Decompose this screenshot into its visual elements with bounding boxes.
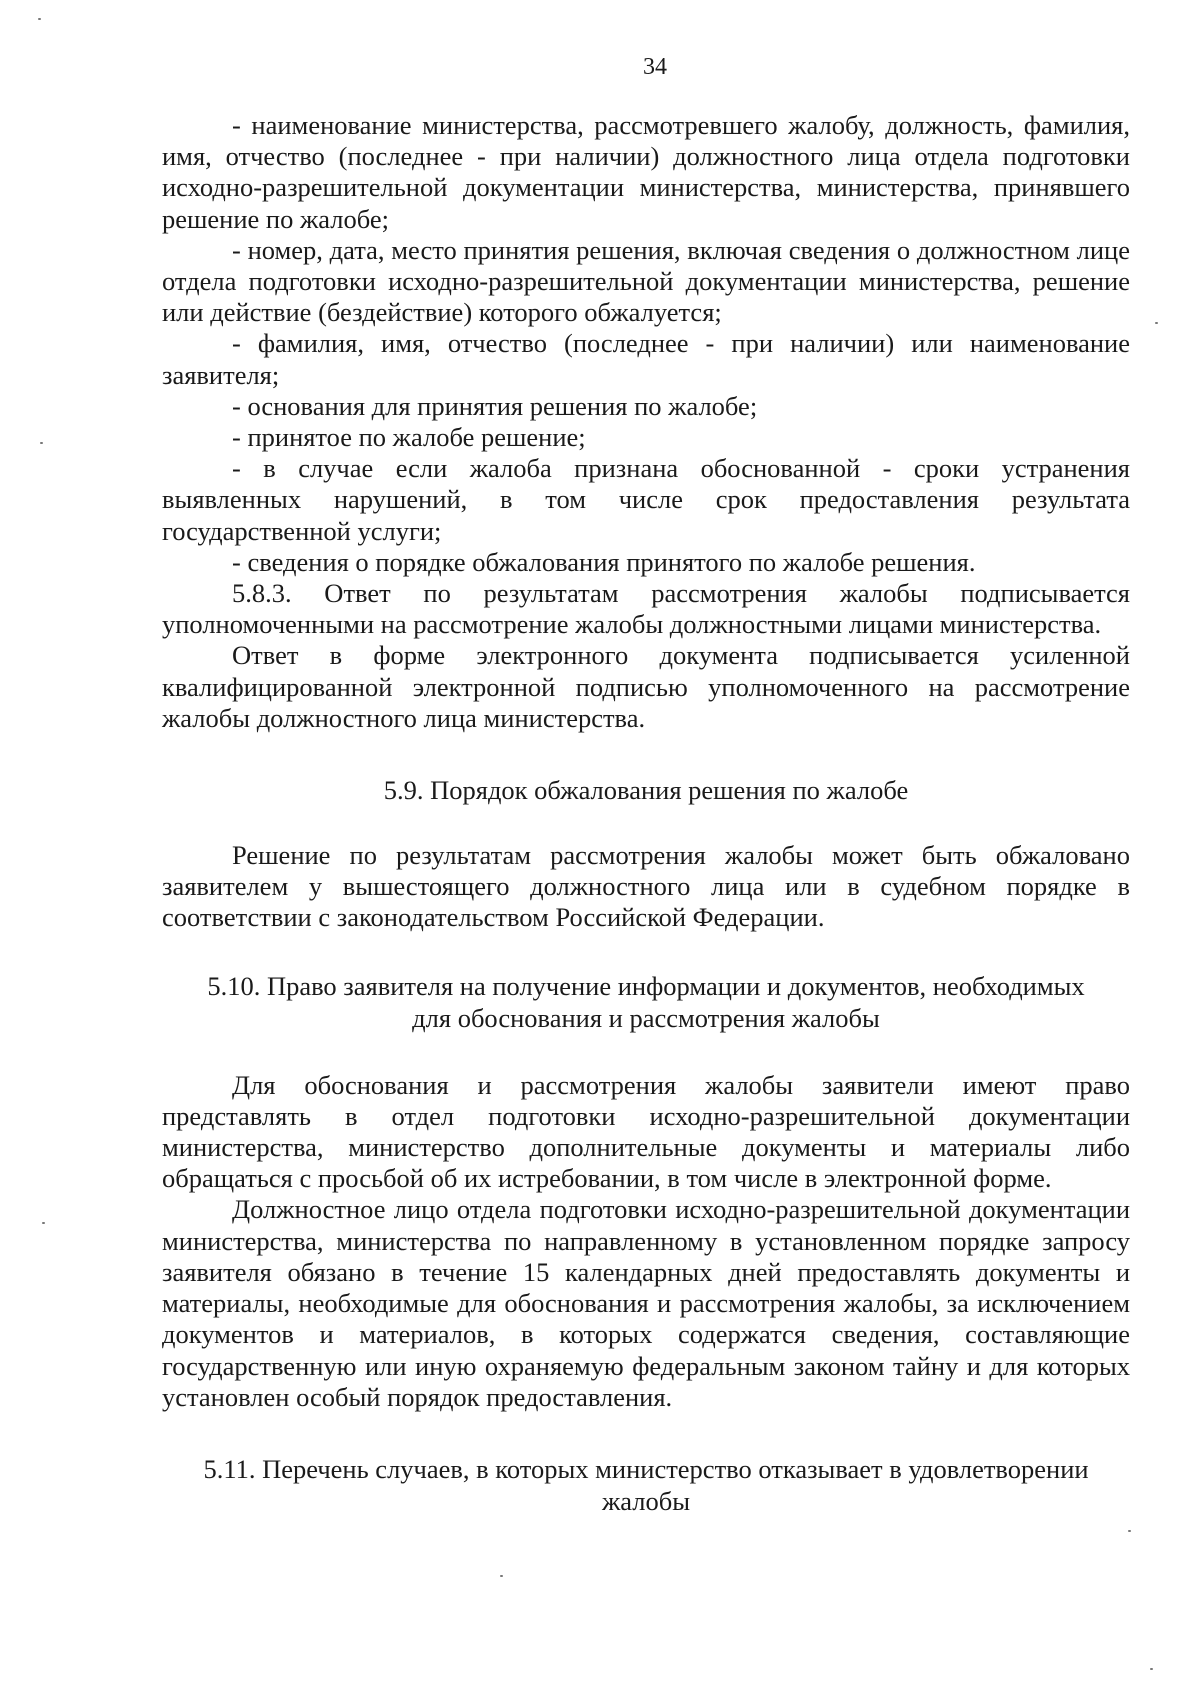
list-item-appeal-procedure: - сведения о порядке обжалования принятого по жалобе решения. — [232, 546, 976, 577]
list-item-violation-deadlines: - в случае если жалоба признана обоснованной - сроки устранения выявленных нарушений, в том числе срок предоставления результата государственной услуги; — [162, 453, 1130, 546]
section-heading-5-9: 5.9. Порядок обжалования решения по жалобе — [383, 775, 909, 806]
section-heading-5-11 — [162, 1453, 1130, 1517]
page-number: 34 — [643, 54, 667, 80]
section-heading-5-11-line1: 5.11. Перечень случаев, в которых министерство отказывает в удовлетворении — [203, 1453, 1089, 1484]
paragraph-5-9-appeal: Решение по результатам рассмотрения жалобы может быть обжаловано заявителем у вышестоящего должностного лица или в судебном порядке в соответствии с законодательством Российской Федерации. — [162, 840, 1130, 933]
list-item-decision-number: - номер, дата, место принятия решения, включая сведения о должностном лице отдела подготовки исходно-разрешительной документации министерства, решение или действие (бездействие) которого обжалуется; — [162, 234, 1130, 328]
scan-speck — [40, 442, 43, 444]
scan-speck — [42, 1222, 45, 1224]
list-item-decision-grounds: - основания для принятия решения по жалобе; — [232, 390, 758, 421]
section-heading-5-11-line2: жалобы — [601, 1485, 691, 1516]
list-item-ministry-name: - наименование министерства, рассмотревшего жалобу, должность, фамилия, имя, отчество (последнее - при наличии) должностного лица отдела подготовки исходно-разрешительной документации министерства, министерства, принявшего решение по жалобе; — [162, 110, 1130, 234]
paragraph-5-8-3: 5.8.3. Ответ по результатам рассмотрения жалобы подписывается уполномоченными на рассмотрение жалобы должностными лицами министерства. — [162, 578, 1130, 640]
section-heading-5-10-line1: 5.10. Право заявителя на получение информации и документов, необходимых — [207, 970, 1085, 1001]
scan-speck — [1150, 1668, 1153, 1670]
scan-speck — [1155, 322, 1158, 324]
scan-speck — [1128, 1530, 1131, 1532]
list-item-applicant-name: - фамилия, имя, отчество (последнее - при наличии) или наименование заявителя; — [162, 328, 1130, 390]
document-body — [162, 110, 1130, 1517]
paragraph-5-10-official-duty: Должностное лицо отдела подготовки исходно-разрешительной документации министерства, министерства по направленному в установленном порядке запросу заявителя обязано в течение 15 календарных дней предоставлять документы и материалы, необходимые для обоснования и рассмотрения жалобы, за исключением документов и материалов, в которых содержатся сведения, составляющие государственную или иную охраняемую федеральным законом тайну и для которых установлен особый порядок предоставления. — [162, 1194, 1130, 1412]
section-heading-5-10-line2: для обоснования и рассмотрения жалобы — [412, 1002, 880, 1033]
scan-speck — [38, 18, 41, 20]
section-heading-5-10 — [162, 970, 1130, 1034]
scan-speck — [500, 1575, 503, 1577]
paragraph-5-10-rights: Для обоснования и рассмотрения жалобы заявители имеют право представлять в отдел подготовки исходно-разрешительной документации министерства, министерство дополнительные документы и материалы либо обращаться с просьбой об их истребовании, в том числе в электронной форме. — [162, 1069, 1130, 1194]
paragraph-electronic-answer: Ответ в форме электронного документа подписывается усиленной квалифицированной электронной подписью уполномоченного на рассмотрение жалобы должностного лица министерства. — [162, 640, 1130, 733]
list-item-decision: - принятое по жалобе решение; — [232, 422, 586, 453]
